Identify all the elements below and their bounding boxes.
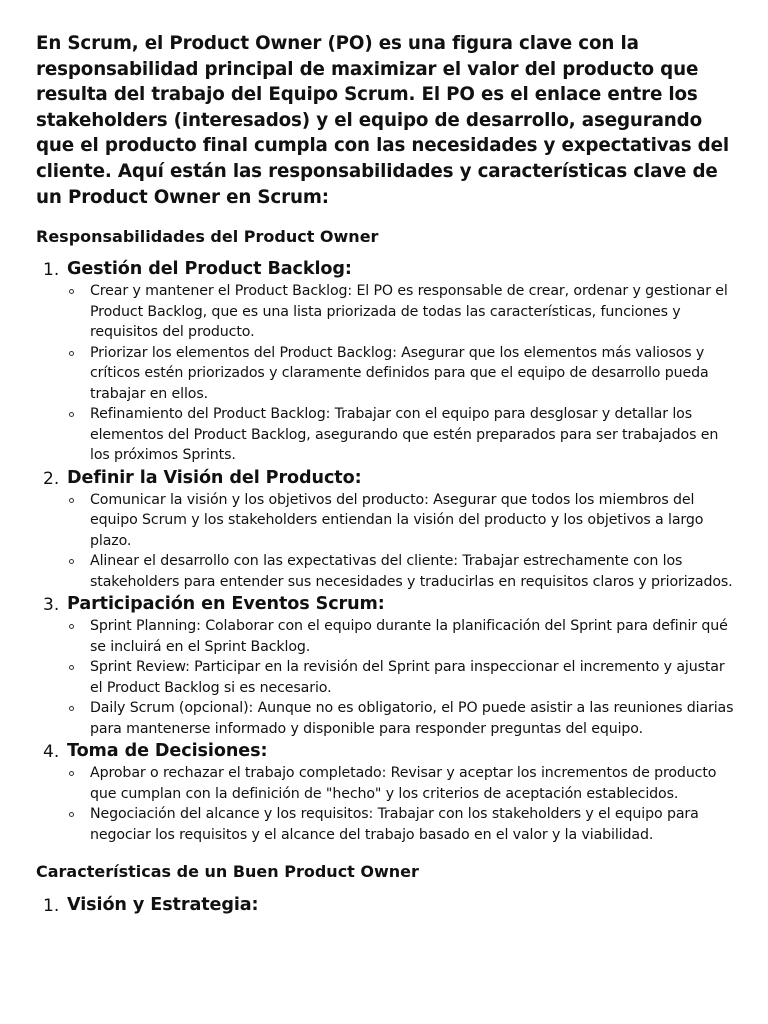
hollow-bullet-icon xyxy=(69,771,74,776)
hollow-bullet-icon xyxy=(69,665,74,670)
sub-list-item xyxy=(67,281,736,343)
intro-paragraph: En Scrum, el Product Owner (PO) es una figura clave con la responsabilidad principal de maximizar el valor del producto que resulta del trabajo del Equipo Scrum. El PO es el enlace entre los stakeholders (interesados) y el equipo de desarrollo, asegurando que el producto final cumpla con las necesidades y expectativas del cliente. Aquí están las responsabilidades y características clave de un Product Owner en Scrum: xyxy=(36,33,729,208)
section-heading-caracteristicas: Características de un Buen Product Owner xyxy=(36,862,419,882)
sub-item-text: Aprobar o rechazar el trabajo completado: Revisar y aceptar los incrementos de producto que cumplan con la definición de "hecho" y los criterios de aceptación establecidos. xyxy=(90,765,717,802)
list-item-title: Definir la Visión del Producto: xyxy=(67,467,362,488)
sub-list-item xyxy=(67,404,736,466)
list-item-toma-decisiones xyxy=(36,739,736,845)
hollow-bullet-icon xyxy=(69,559,74,564)
list-item-title: Gestión del Product Backlog: xyxy=(67,259,352,280)
sub-list-item xyxy=(67,343,736,405)
list-item-title: Participación en Eventos Scrum: xyxy=(67,594,385,615)
sub-item-text: Comunicar la visión y los objetivos del producto: Asegurar que todos los miembros del equipo Scrum y los stakeholders entiendan la visión del producto y los objetivos a largo plazo. xyxy=(90,491,704,549)
sub-item-text: Priorizar los elementos del Product Backlog: Asegurar que los elementos más valiosos y críticos estén priorizados y claramente definidos para que el equipo de desarrollo pueda trabajar en ellos. xyxy=(90,344,709,402)
sub-item-text: Daily Scrum (opcional): Aunque no es obligatorio, el PO puede asistir a las reuniones diarias para mantenerse informado y disponible para responder preguntas del equipo. xyxy=(90,700,734,737)
sub-list-item xyxy=(67,804,736,845)
list-item-vision-estrategia xyxy=(36,893,736,917)
list-number: 1. xyxy=(43,260,60,281)
hollow-bullet-icon xyxy=(69,412,74,417)
sub-list xyxy=(67,763,736,845)
hollow-bullet-icon xyxy=(69,706,74,711)
sub-list xyxy=(67,281,736,466)
list-item-vision-producto xyxy=(36,466,736,593)
list-number: 1. xyxy=(43,896,60,917)
sub-item-text: Alinear el desarrollo con las expectativas del cliente: Trabajar estrechamente con los stakeholders para entender sus necesidades y traducirlas en requisitos claros y priorizados. xyxy=(90,553,733,590)
document-page xyxy=(36,31,736,917)
sub-list-item xyxy=(67,763,736,804)
hollow-bullet-icon xyxy=(69,498,74,503)
list-item-title: Visión y Estrategia: xyxy=(67,895,259,916)
section-heading-responsabilidades: Responsabilidades del Product Owner xyxy=(36,227,379,247)
hollow-bullet-icon xyxy=(69,289,74,294)
list-item-title: Toma de Decisiones: xyxy=(67,741,268,762)
sub-list-item xyxy=(67,551,736,592)
sub-list xyxy=(67,490,736,593)
sub-item-text: Crear y mantener el Product Backlog: El PO es responsable de crear, ordenar y gestionar el Product Backlog, que es una lista priorizada de todas las características, funciones y requisitos del producto. xyxy=(90,283,728,341)
hollow-bullet-icon xyxy=(69,624,74,629)
list-number: 3. xyxy=(43,595,60,616)
caracteristicas-list xyxy=(36,893,736,917)
sub-item-text: Negociación del alcance y los requisitos: Trabajar con los stakeholders y el equipo para negociar los requisitos y el alcance del trabajo basado en el valor y la viabilidad. xyxy=(90,806,699,843)
sub-list-item xyxy=(67,698,736,739)
sub-list-item xyxy=(67,657,736,698)
sub-item-text: Sprint Review: Participar en la revisión del Sprint para inspeccionar el incremento y ajustar el Product Backlog si es necesario. xyxy=(90,659,725,696)
sub-list xyxy=(67,616,736,739)
list-number: 2. xyxy=(43,468,60,489)
sub-list-item xyxy=(67,490,736,552)
hollow-bullet-icon xyxy=(69,812,74,817)
responsabilidades-list xyxy=(36,257,736,845)
list-item-gestion-backlog xyxy=(36,257,736,466)
list-item-eventos-scrum xyxy=(36,592,736,739)
sub-item-text: Refinamiento del Product Backlog: Trabajar con el equipo para desglosar y detallar los elementos del Product Backlog, asegurando que estén preparados para ser trabajados en los próximos Sprints. xyxy=(90,406,719,464)
sub-list-item xyxy=(67,616,736,657)
hollow-bullet-icon xyxy=(69,351,74,356)
sub-item-text: Sprint Planning: Colaborar con el equipo durante la planificación del Sprint para definir qué se incluirá en el Sprint Backlog. xyxy=(90,618,728,655)
list-number: 4. xyxy=(43,742,60,763)
